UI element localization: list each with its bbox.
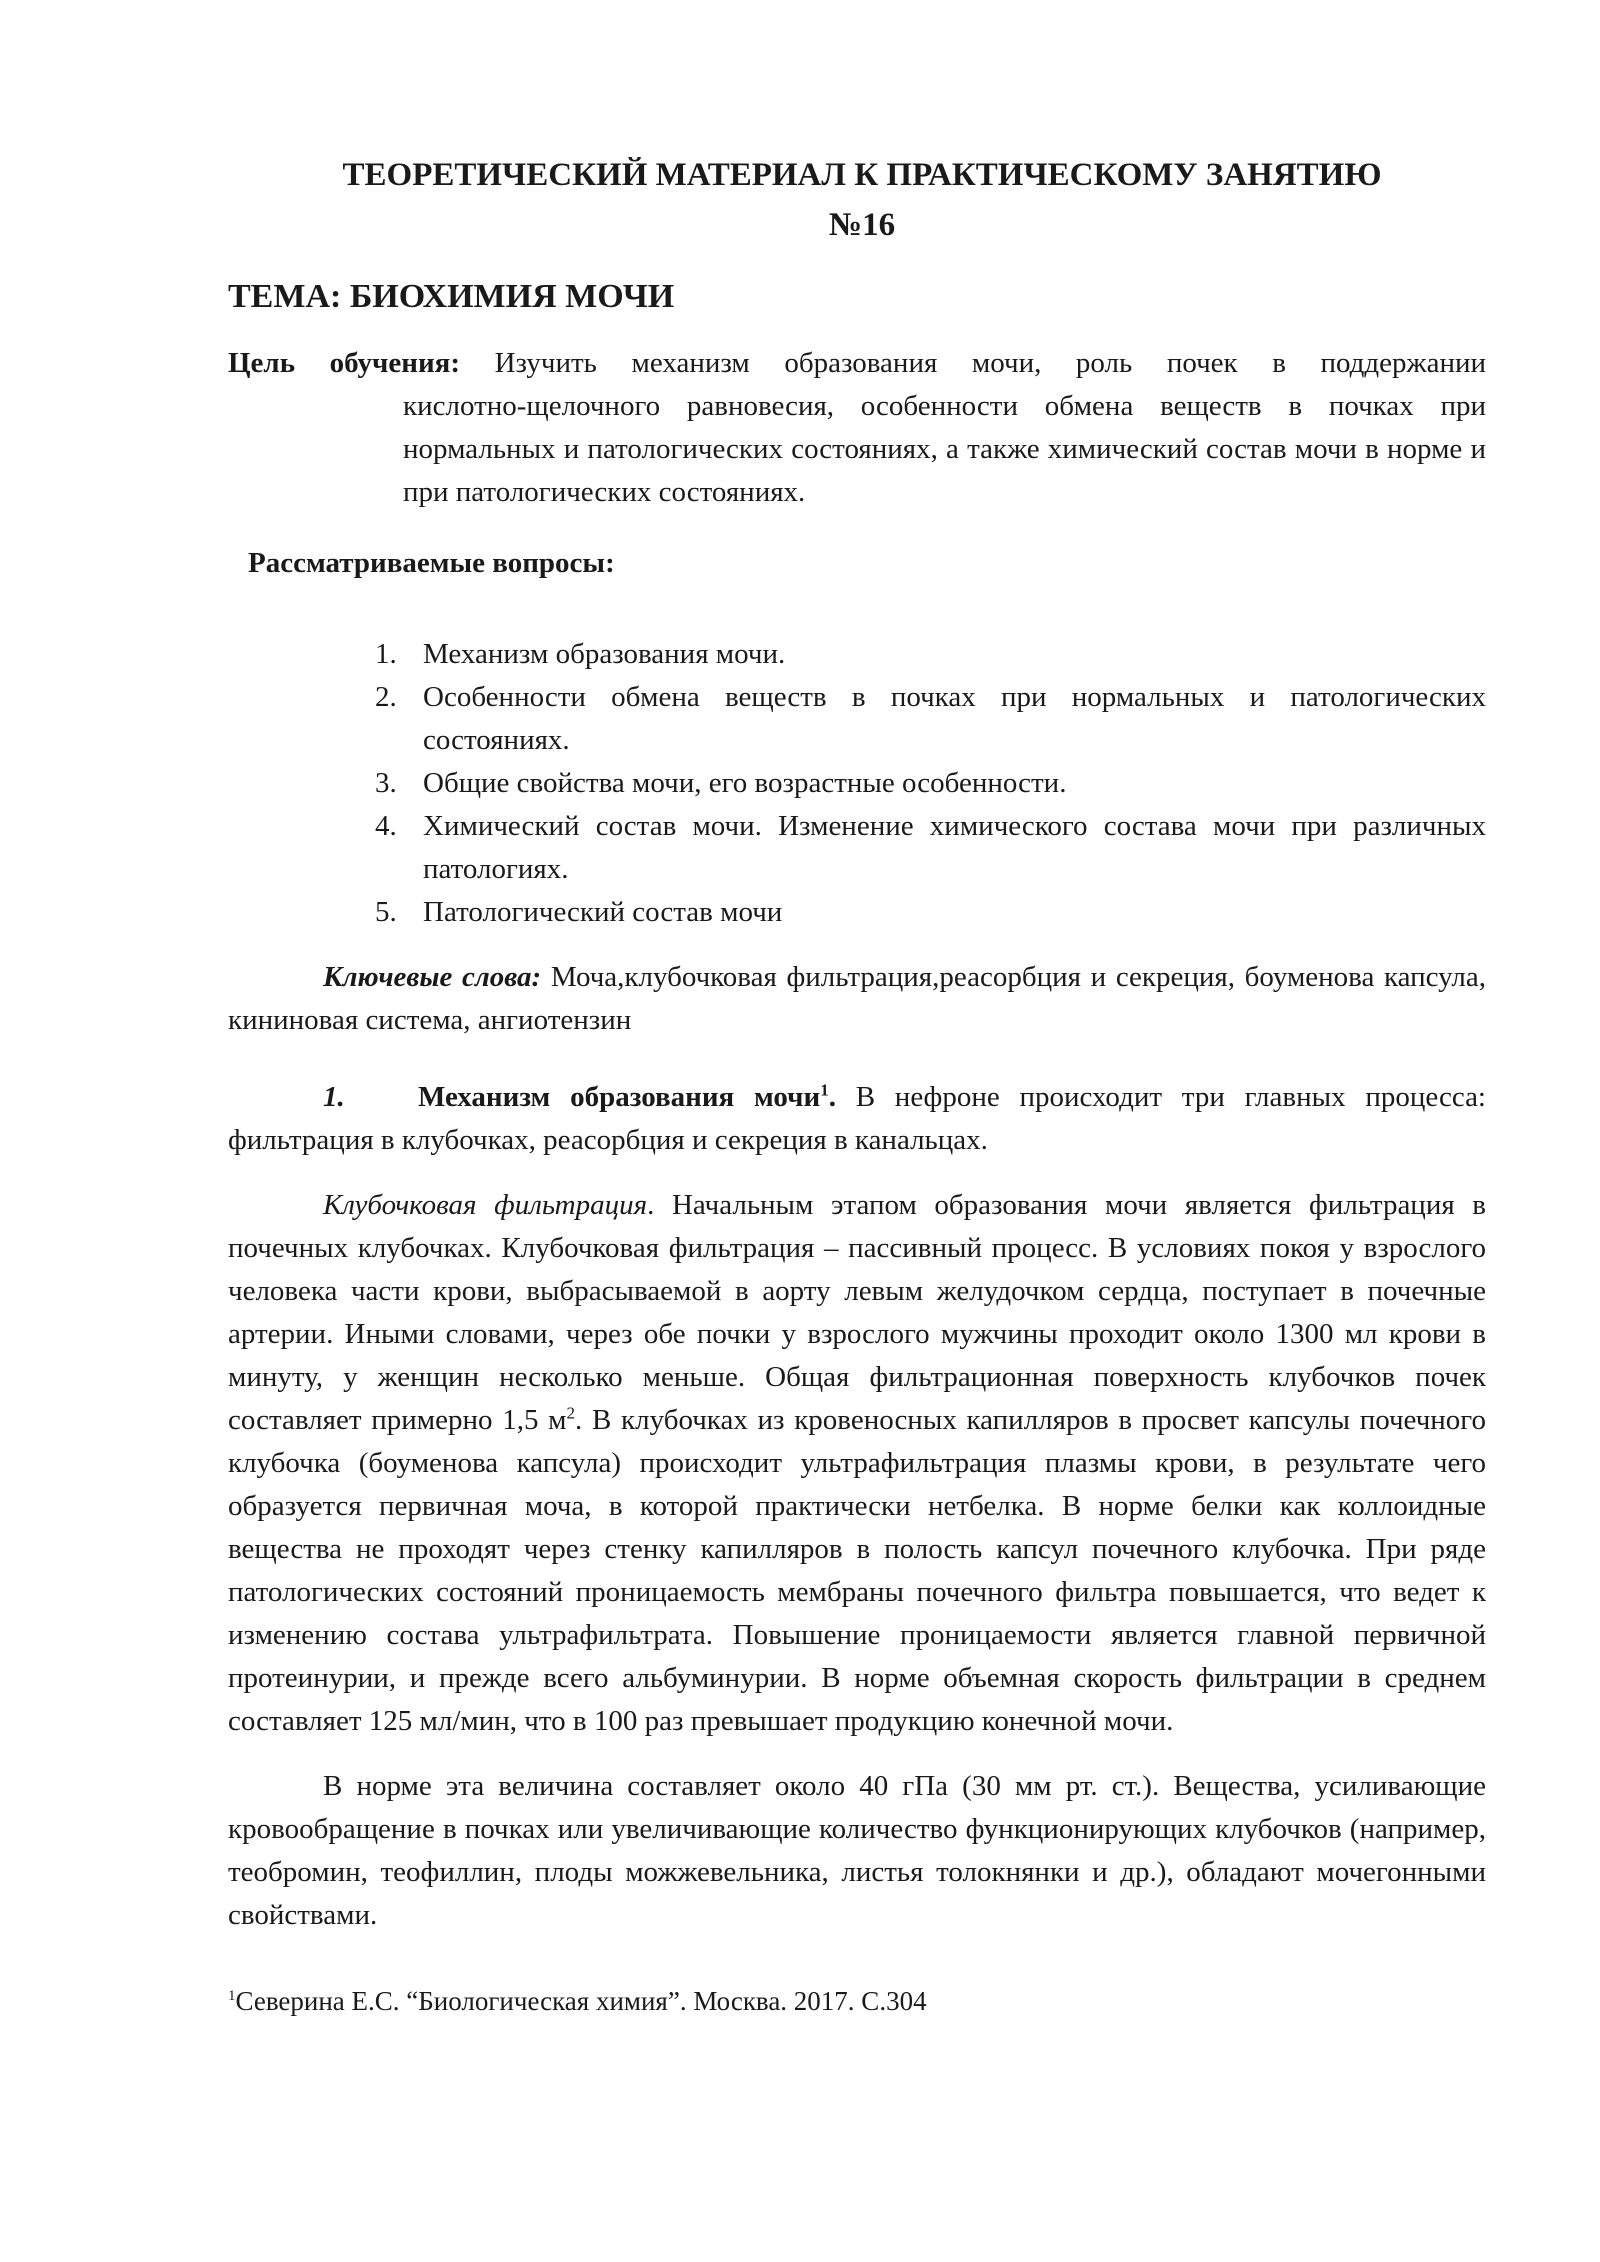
keywords-paragraph — [228, 956, 1486, 1042]
goal-label: Цель обучения: — [228, 347, 461, 379]
filtration-text-b: . В клубочках из кровеносных капилляров в просвет капсулы почечного клубочка (боуменова капсула) происходит ультрафильтрация плазмы крови, в результате чего образуется первичная моча, в которой практически нетбелка. В норме белки как коллоидные вещества не проходят через стенку капилляров в полость капсул почечного клубочка. При ряде патологических состояний проницаемость мембраны почечного фильтра повышается, что ведет к изменению состава ультрафильтрата. Повышение проницаемости является главной первичной протеинурии, и прежде всего альбуминурии. В норме объемная скорость фильтрации в среднем составляет 125 мл/мин, что в 100 раз превышает продукцию конечной мочи. — [228, 1404, 1486, 1737]
document-title — [228, 150, 1486, 250]
section-1-text: В нефроне происходит три главных процесса: фильтрация в клубочках, реасорбция и секреция в канальцах. — [228, 1081, 1486, 1156]
list-item — [375, 805, 1486, 891]
filtration-paragraph — [228, 1184, 1486, 1743]
topic-heading: ТЕМА: БИОХИМИЯ МОЧИ — [228, 278, 675, 315]
goal-first-text: Изучить механизм образования мочи, роль почек в поддержании — [494, 347, 1487, 379]
list-item-number: 2. — [375, 681, 397, 713]
footnote-ref: 1 — [820, 1080, 829, 1100]
goal-block — [228, 342, 1486, 514]
title-line-2: №16 — [828, 207, 896, 243]
list-item-number: 5. — [375, 896, 397, 928]
list-item-text: Механизм образования мочи. — [423, 638, 786, 670]
filtration-text-a: . Начальным этапом образования мочи является фильтрация в почечных клубочках. Клубочковая фильтрация – пассивный процесс. В условиях покоя у взрослого человека части крови, выбрасываемой в аорту левым желудочком сердца, поступает в почечные артерии. Иными словами, через обе почки у взрослого мужчины проходит около 1300 мл крови в минуту, у женщин несколько меньше. Общая фильтрационная поверхность клубочков почек составляет примерно 1,5 м — [228, 1189, 1486, 1436]
goal-rest-text: кислотно-щелочного равновесия, особенности обмена веществ в почках при нормальных и патологических состояниях, а также химический состав мочи в норме и при патологических состояниях. — [403, 390, 1486, 508]
keywords-text: Моча,клубочковая фильтрация,реасорбция и секреция, боуменова капсула, кининовая система, ангиотензин — [228, 961, 1486, 1036]
section-1-title-end: . — [828, 1081, 836, 1113]
footnote-number: 1 — [228, 1988, 236, 2004]
questions-heading: Рассматриваемые вопросы: — [248, 547, 615, 579]
list-item — [375, 633, 1486, 676]
section-1-number: 1. — [323, 1081, 345, 1113]
questions-list — [228, 633, 1486, 934]
title-line-1: ТЕОРЕТИЧЕСКИЙ МАТЕРИАЛ К ПРАКТИЧЕСКОМУ ЗАНЯТИЮ — [342, 157, 1382, 193]
document-page — [228, 0, 1486, 2021]
list-item-text: Химический состав мочи. Изменение химического состава мочи при различных патологиях. — [423, 810, 1486, 885]
section-1-title: Механизм образования мочи — [418, 1081, 821, 1113]
list-item-number: 1. — [375, 638, 397, 670]
list-item-text: Особенности обмена веществ в почках при нормальных и патологических состояниях. — [423, 681, 1486, 756]
footnote — [228, 1981, 1486, 2021]
list-item-number: 3. — [375, 767, 397, 799]
list-item-text: Патологический состав мочи — [423, 896, 783, 928]
filtration-label: Клубочковая фильтрация — [323, 1189, 648, 1221]
list-item — [375, 676, 1486, 762]
list-item — [375, 891, 1486, 934]
section-1-paragraph — [228, 1076, 1486, 1162]
goal-first-line — [228, 342, 1486, 385]
list-item-number: 4. — [375, 810, 397, 842]
keywords-label: Ключевые слова: — [323, 961, 542, 993]
list-item — [375, 762, 1486, 805]
footnote-text: Северина Е.С. “Биологическая химия”. Москва. 2017. С.304 — [235, 1986, 927, 2016]
pressure-paragraph: В норме эта величина составляет около 40 гПа (30 мм рт. ст.). Вещества, усиливающие кровообращение в почках или увеличивающие количество функционирующих клубочков (например, теобромин, теофиллин, плоды можжевельника, листья толокнянки и др.), обладают мочегонными свойствами. — [228, 1770, 1486, 1931]
list-item-text: Общие свойства мочи, его возрастные особенности. — [423, 767, 1067, 799]
area-unit-superscript: 2 — [566, 1403, 576, 1423]
